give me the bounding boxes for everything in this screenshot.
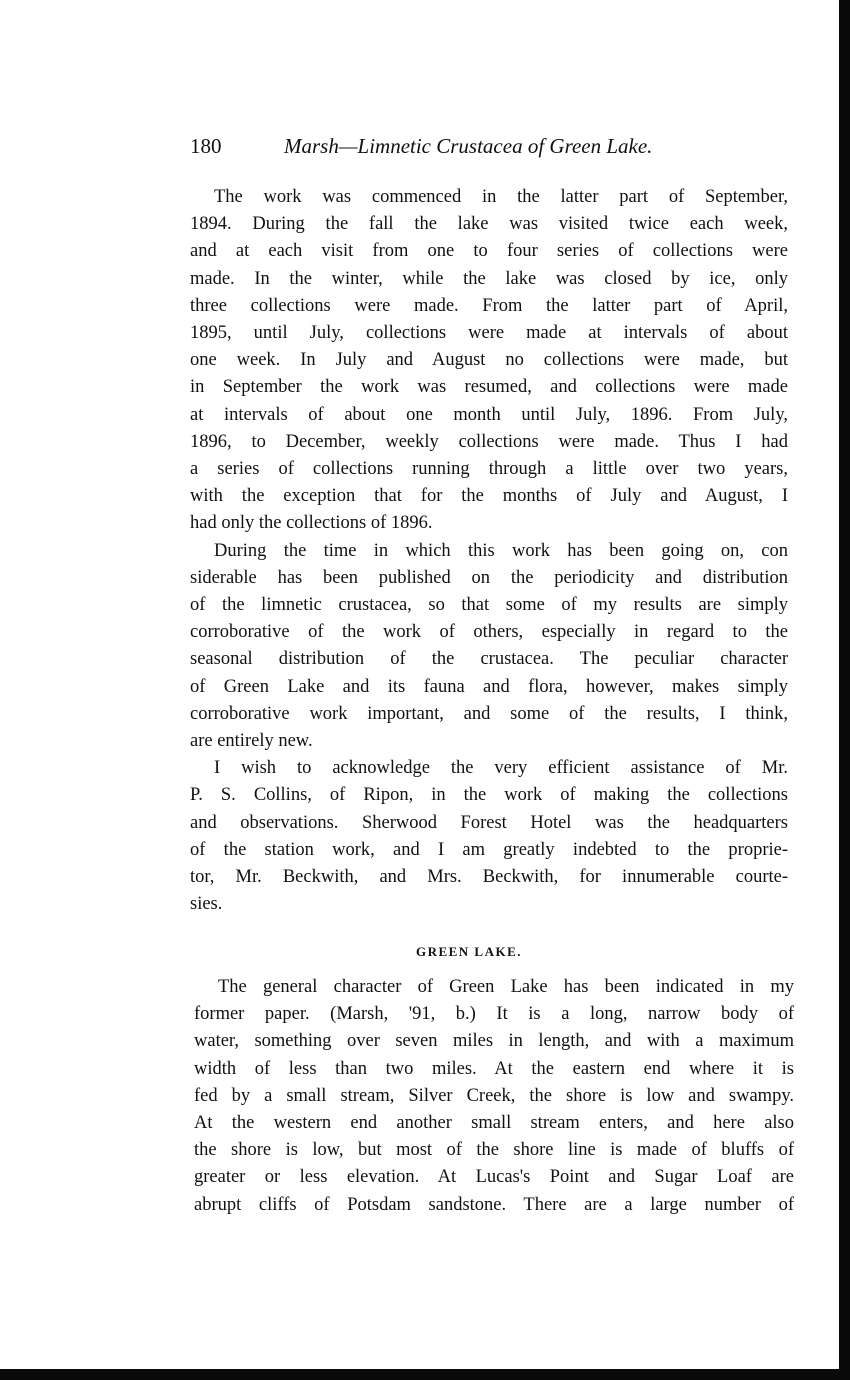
text-line: had only the collections of 1896. [190, 513, 433, 534]
text-line: P. S. Collins, of Ripon, in the work of making the collections [190, 785, 788, 806]
text-line: siderable has been published on the periodicity and distribution [190, 567, 788, 588]
text-line: During the time in which this work has been going on, con [214, 540, 788, 561]
text-line: 1894. During the fall the lake was visited twice each week, [190, 214, 788, 235]
text-line: 1896, to December, weekly collections were made. Thus I had [190, 431, 788, 452]
text-line: greater or less elevation. At Lucas's Point and Sugar Loaf are [194, 1167, 794, 1188]
text-line: sies. [190, 894, 223, 915]
scan-edge-right [839, 0, 850, 1380]
text-line: water, something over seven miles in length, and with a maximum [194, 1031, 794, 1052]
text-line: and observations. Sherwood Forest Hotel was the headquarters [190, 812, 788, 833]
text-line: abrupt cliffs of Potsdam sandstone. There are a large number of [194, 1194, 794, 1215]
text-line: 1895, until July, collections were made at intervals of about [190, 322, 788, 343]
text-line: and at each visit from one to four series of collections were [190, 241, 788, 262]
paragraph-1 [190, 184, 788, 537]
text-line: three collections were made. From the latter part of April, [190, 295, 788, 316]
text-line: corroborative of the work of others, especially in regard to the [190, 622, 788, 643]
text-line: former paper. (Marsh, '91, b.) It is a long, narrow body of [194, 1004, 794, 1025]
section-heading-text: GREEN LAKE. [415, 944, 523, 959]
text-line: At the western end another small stream enters, and here also [194, 1112, 794, 1133]
text-line: corroborative work important, and some of the results, I think, [190, 703, 788, 724]
text-line: tor, Mr. Beckwith, and Mrs. Beckwith, for innumerable courte- [190, 866, 788, 887]
text-line: at intervals of about one month until July, 1896. From July, [190, 404, 788, 425]
text-line: a series of collections running through a little over two years, [190, 458, 788, 479]
text-line: one week. In July and August no collections were made, but [190, 350, 788, 371]
text-line: of the station work, and I am greatly indebted to the proprie- [190, 839, 788, 860]
text-line: The work was commenced in the latter part of September, [214, 187, 788, 207]
paragraph-2 [190, 538, 788, 756]
text-line: made. In the winter, while the lake was closed by ice, only [190, 268, 788, 289]
text-line: seasonal distribution of the crustacea. The peculiar character [190, 649, 788, 670]
text-line: are entirely new. [190, 730, 313, 751]
text-line: The general character of Green Lake has been indicated in my [218, 977, 794, 997]
section-heading [0, 944, 850, 960]
page-number: 180 [190, 134, 222, 158]
text-line: the shore is low, but most of the shore line is made of bluffs of [194, 1140, 794, 1161]
text-line: width of less than two miles. At the eastern end where it is [194, 1058, 794, 1079]
scan-edge-bottom [0, 1369, 850, 1380]
page-header [190, 134, 690, 164]
section-paragraph [194, 974, 794, 1219]
text-line: with the exception that for the months of July and August, I [190, 486, 788, 507]
running-head: Marsh—Limnetic Crustacea of Green Lake. [284, 134, 653, 158]
text-line: in September the work was resumed, and collections were made [190, 377, 788, 398]
text-line: I wish to acknowledge the very efficient assistance of Mr. [214, 758, 788, 779]
text-line: fed by a small stream, Silver Creek, the shore is low and swampy. [194, 1085, 794, 1106]
text-line: of the limnetic crustacea, so that some of my results are simply [190, 594, 788, 615]
text-line: of Green Lake and its fauna and flora, however, makes simply [190, 676, 788, 697]
paragraph-3 [190, 755, 788, 918]
